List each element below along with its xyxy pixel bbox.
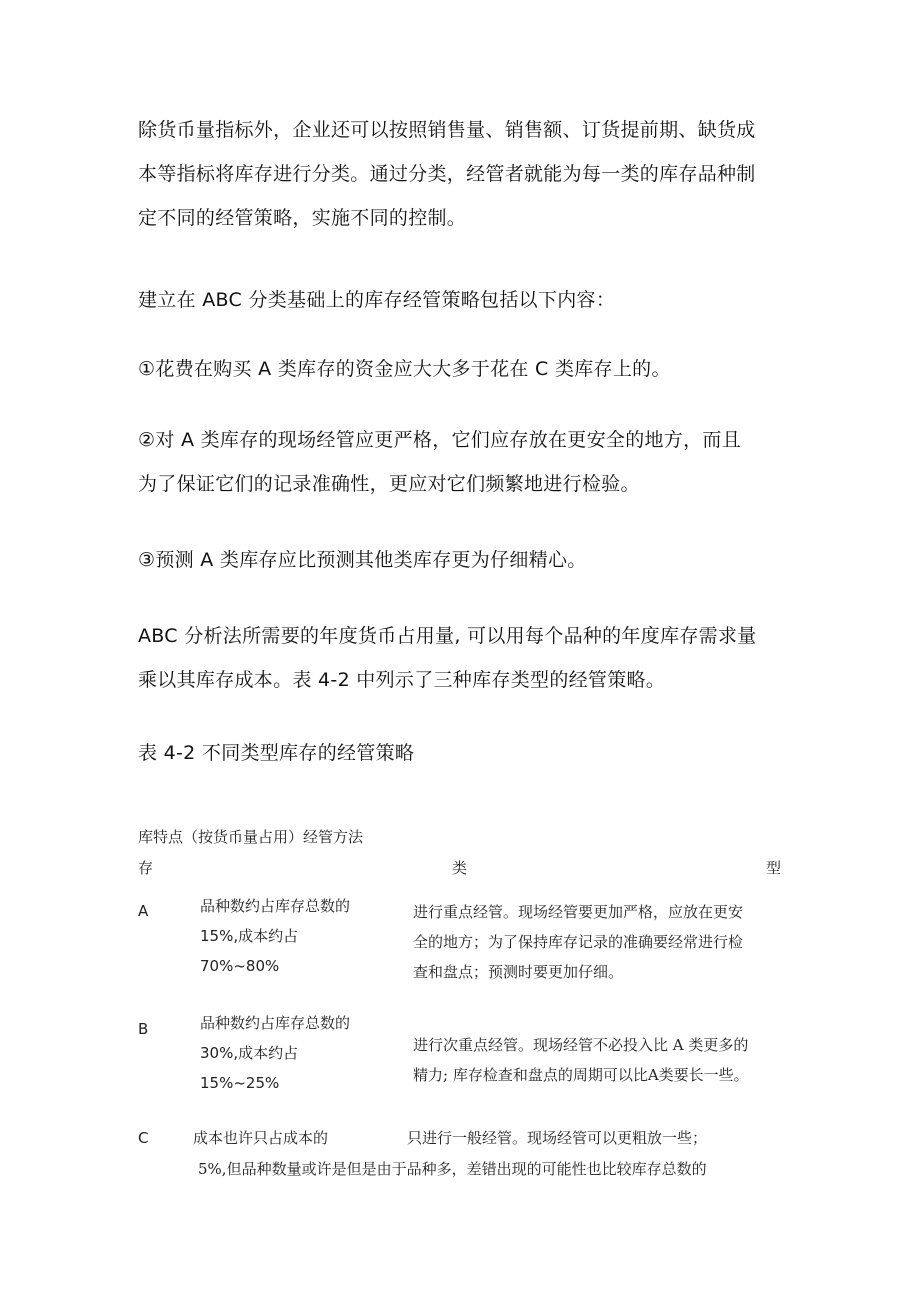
row-feature-line: 成本也许只占成本的 [193,1129,329,1147]
row-feature-line: 15%,成本约占 [200,927,299,945]
paragraph-5: ③预测 A 类库存应比预测其他类库存更为仔细精心。 [138,549,587,571]
table-header-col-a: 存 [138,859,154,877]
row-method-line: 精力; 库存检查和盘点的周期可以比A类要长一些。 [413,1066,749,1084]
paragraph-4 [138,418,788,506]
paragraph-4-line-1: ②对 A 类库存的现场经管应更严格，它们应存放在更安全的地方，而且 [138,429,742,451]
row-feature-line: 70%~80% [200,957,280,975]
paragraph-1-line-2: 本等指标将库存进行分类。通过分类，经管者就能为每一类的库存品种制 [138,163,756,185]
table-caption: 表 4-2 不同类型库存的经管策略 [138,742,415,764]
row-method-cell [413,897,743,987]
paragraph-2: 建立在 ABC 分类基础上的库存经管策略包括以下内容： [138,289,616,311]
paragraph-6-line-1: ABC 分析法所需要的年度货币占用量, 可以用每个品种的年度库存需求量 [138,625,757,647]
row-feature-cell [200,1008,350,1098]
row-type-label: B [138,1020,149,1038]
paragraph-4-line-2: 为了保证它们的记录准确性，更应对它们频繁地进行检验。 [138,473,640,495]
row-type-label: A [138,902,149,920]
row-feature-line: 品种数约占库存总数的 [200,897,351,915]
paragraph-3: ①花费在购买 A 类库存的资金应大大多于花在 C 类库存上的。 [138,358,671,380]
table-header-line: 库特点（按货币量占用）经管方法 [138,828,364,846]
table-header-col-c: 型 [766,859,782,877]
paragraph-1-line-1: 除货币量指标外，企业还可以按照销售量、销售额、订货提前期、缺货成 [138,119,756,141]
paragraph-6-line-2: 乘以其库存成本。表 4-2 中列示了三种库存类型的经管策略。 [138,669,666,691]
row-feature-cell [200,891,350,981]
row-feature-line: 15%~25% [200,1074,280,1092]
paragraph-1-line-3: 定不同的经管策略，实施不同的控制。 [138,207,467,229]
paragraph-6 [138,614,788,702]
row-feature-line: 5%,但品种数量或许是但是由于品种多，差错出现的可能性也比较库存总数的 [198,1160,707,1178]
table-header-col-b: 类 [452,859,468,877]
row-method-line: 查和盘点；预测时要更加仔细。 [413,963,624,981]
row-feature-line: 品种数约占库存总数的 [200,1014,351,1032]
row-method-line: 进行次重点经管。现场经管不必投入比 A 类更多的 [413,1036,749,1054]
row-method-cell [413,1030,749,1090]
row-method-line: 进行重点经管。现场经管要更加严格，应放在更安 [413,903,744,921]
row-feature-line: 30%,成本约占 [200,1044,299,1062]
row-method-line: 全的地方；为了保持库存记录的准确要经常进行检 [413,933,744,951]
row-method-line: 只进行一般经管。现场经管可以更粗放一些； [407,1129,708,1147]
row-type-label: C [138,1129,149,1147]
paragraph-1 [138,108,788,240]
